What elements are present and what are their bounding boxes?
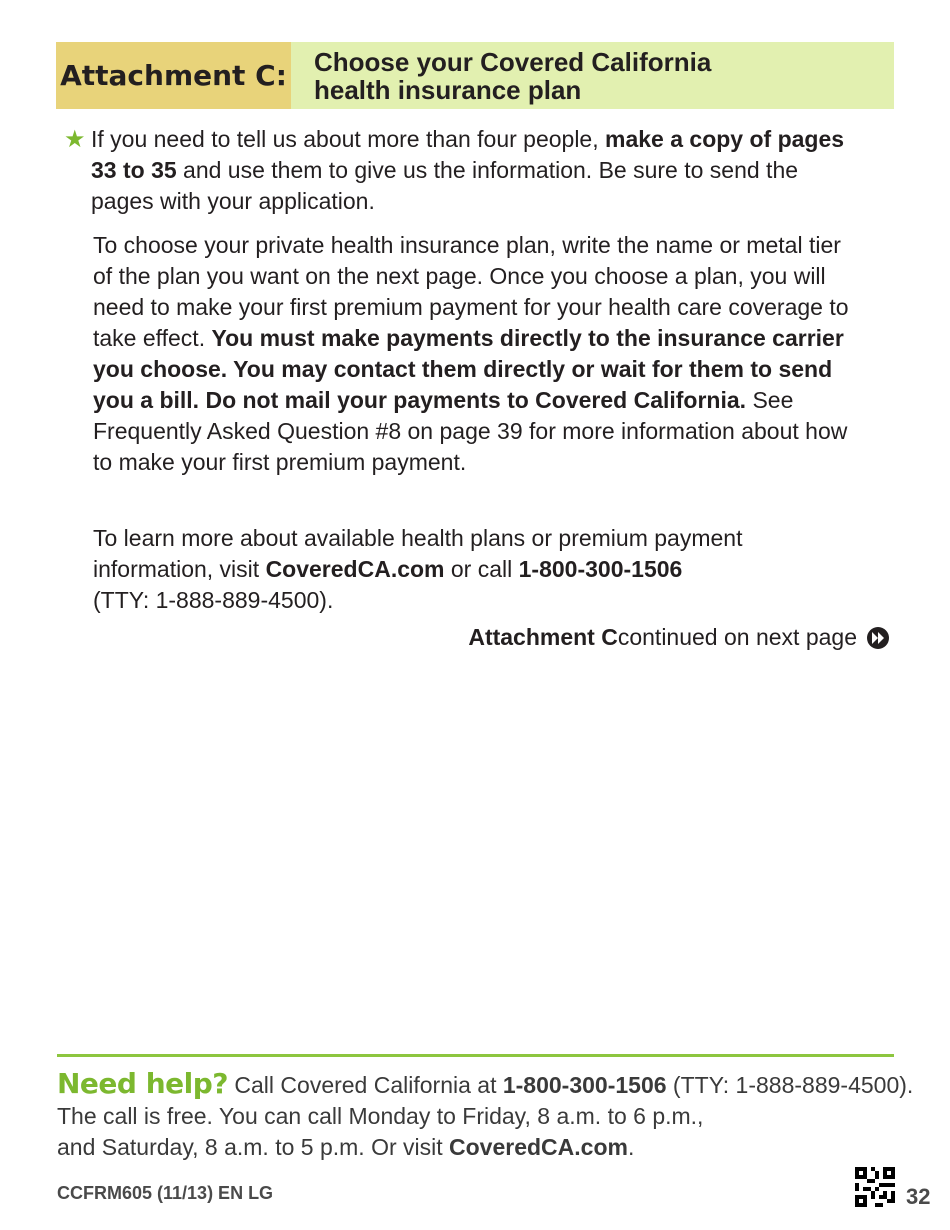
star-icon: ★ [64,126,86,153]
need-help-section: Need help? Call Covered California at 1-800-300-1506 (TTY: 1-888-889-4500). The call is free. You can call Monday to Friday, 8 a.m. to 6 p.m., and Saturday, 8 a.m. to 5 p.m. Or visit CoveredCA.com. [57,1067,914,1160]
footer-website-link[interactable]: CoveredCA.com [449,1134,628,1160]
title-line-1: Choose your Covered California [314,46,712,77]
double-arrow-icon [866,626,890,650]
attachment-title [291,42,894,109]
form-code: CCFRM605 (11/13) EN LG [57,1183,274,1203]
phone-number: 1-800-300-1506 [518,556,683,582]
attachment-label: Attachment C: [56,42,291,109]
page-number: 32 [906,1184,931,1209]
note-text: If you need to tell us about more than four people, make a copy of pages 33 to 35 and use them to give us the information. Be sure to send the pages with your application. [91,126,845,214]
learn-more-paragraph: To learn more about available health plans or premium payment information, visit CoveredCA.com or call 1-800-300-1506 (TTY: 1-888-889-4500). [93,525,743,613]
copy-pages-note [64,124,864,217]
footer-phone: 1-800-300-1506 [502,1072,667,1098]
plan-choice-paragraph: To choose your private health insurance plan, write the name or metal tier of the plan you want on the next page. Once you choose a plan, you will need to make your first premium payment for your health care coverage to take effect. You must make payments directly to the insurance carrier you choose. You may contact them directly or wait for them to send you a bill. Do not mail your payments to Covered California. See Frequently Asked Question #8 on page 39 for more information about how to make your first premium payment. [93,232,849,475]
need-help-heading: Need help? [57,1067,229,1100]
qr-code-icon [855,1167,895,1207]
title-line-2: health insurance plan [314,74,582,105]
continued-note: Attachment C continued on next page [468,622,890,653]
website-link[interactable]: CoveredCA.com [265,556,445,582]
attachment-header [56,42,894,109]
footer-divider [57,1054,894,1057]
